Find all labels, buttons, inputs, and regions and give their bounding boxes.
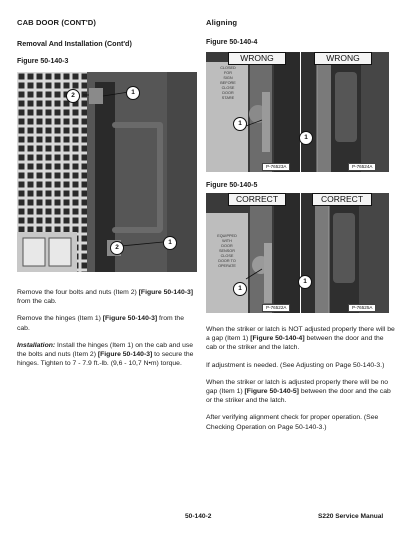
left-body-text: [17, 288, 197, 376]
callout-item-1: 1: [163, 236, 177, 250]
figure-caption-50-140-5: Figure 50-140-5: [206, 182, 258, 189]
callout-item-1: 1: [126, 86, 140, 100]
correct-banner-right: CORRECT: [312, 193, 372, 206]
figure-50-140-4-right-photo: [301, 52, 389, 172]
paragraph-not-adjusted: When the striker or latch is NOT adjusted properly there will be a gap (Item 1) [Figure 50-140-4] between the door and the cab or the striker and the latch.: [206, 326, 395, 352]
paragraph-remove-hinges: Remove the hinges (Item 1) [Figure 50-140-3] from the cab.: [17, 315, 184, 332]
photo-code-left: P-76522A: [262, 304, 290, 312]
subsection-title: Removal And Installation (Cont'd): [17, 39, 132, 48]
photo-code-right: P-76525A: [348, 304, 376, 312]
right-column: [206, 18, 396, 50]
photo-code-right: P-76524A: [348, 163, 376, 171]
figure-caption-50-140-3: Figure 50-140-3: [17, 58, 69, 65]
page-number: 50-140-2: [185, 513, 212, 520]
callout-item-1: 1: [233, 117, 247, 131]
correct-latch-right-illustration: [301, 193, 389, 313]
manual-title: S220 Service Manual: [318, 513, 384, 520]
wrong-banner-right: WRONG: [314, 52, 372, 65]
paragraph-verify-alignment: After verifying alignment check for proper operation. (See Checking Operation on Page 50-140-3.): [206, 414, 379, 431]
aligning-title: Aligning: [206, 18, 238, 27]
decal-text-correct: EQUIPPED WITH DOOR SENSOR CLOSE DOOR TO OPERATE: [217, 234, 237, 268]
figure-caption-50-140-4: Figure 50-140-4: [206, 39, 258, 46]
wrong-banner-left: WRONG: [228, 52, 286, 65]
paragraph-installation: Installation: Install the hinges (Item 1) on the cab and use the bolts and nuts (Item 2) [Figure 50-140-3] to secure the hinges. Tighten to 7 - 7.9 ft.-lb. (9,6 - 10,7 N•m) torque.: [17, 341, 194, 368]
decal-text-wrong: CLOSED FOR SIGN BEFORE CLOSE DOOR STARE: [220, 66, 236, 100]
callout-item-2: 2: [66, 89, 80, 103]
photo-code-left: P-76523A: [262, 163, 290, 171]
paragraph-adjusted-properly: When the striker or latch is adjusted properly there will be no gap (Item 1) [Figure 50-140-5] between the door and the cab or the striker and the latch.: [206, 378, 391, 405]
figure-50-140-5-right-photo: [301, 193, 389, 313]
wrong-latch-right-illustration: [301, 52, 389, 172]
section-title: CAB DOOR (CONT'D): [17, 18, 97, 27]
right-body-text: [206, 325, 396, 440]
left-column: [17, 18, 197, 69]
callout-item-1: 1: [298, 275, 312, 289]
correct-banner-left: CORRECT: [228, 193, 286, 206]
callout-item-1: 1: [299, 131, 313, 145]
callout-item-2: 2: [110, 241, 124, 255]
paragraph-remove-bolts: Remove the four bolts and nuts (Item 2) [Figure 50-140-3] from the cab.: [17, 289, 194, 306]
callout-item-1: 1: [233, 282, 247, 296]
paragraph-adjustment-needed: If adjustment is needed. (See Adjusting on Page 50-140-3.): [206, 361, 385, 369]
